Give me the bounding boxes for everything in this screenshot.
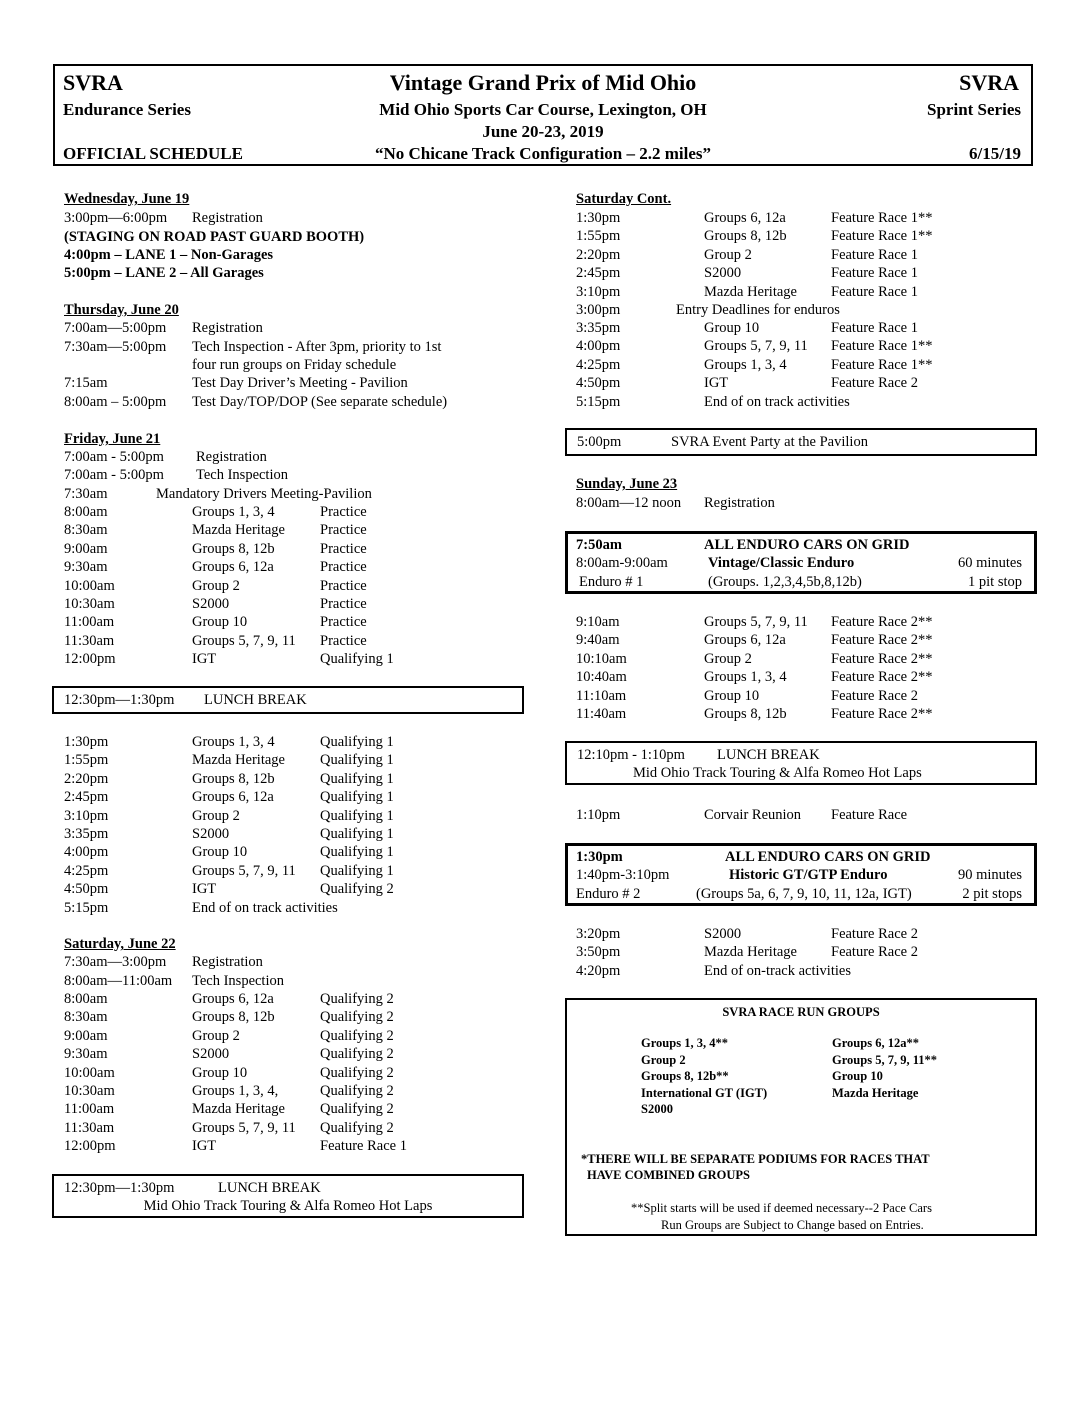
row-event: Qualifying 2 — [320, 881, 394, 898]
enduro-time: 1:40pm-3:10pm — [576, 867, 670, 883]
enduro-duration: 90 minutes — [957, 867, 1022, 883]
row-time: 1:10pm — [576, 807, 621, 823]
row-group: Group 2 — [192, 1027, 240, 1044]
row-group: Group 10 — [192, 1064, 248, 1081]
row-event: Feature Race 2 — [831, 926, 918, 942]
row-time: 2:20pm — [64, 770, 109, 787]
lunch-time: 12:10pm - 1:10pm — [577, 747, 685, 763]
grid-label: ALL ENDURO CARS ON GRID — [704, 537, 910, 553]
row-time: 8:00am — [64, 991, 108, 1007]
row-time: 1:30pm — [576, 210, 621, 226]
row-event: Feature Race 1 — [831, 246, 918, 263]
row-event: Feature Race 2** — [831, 650, 933, 667]
row-event: Qualifying 2 — [320, 1064, 394, 1081]
grid-time: 7:50am — [576, 537, 622, 553]
enduro-time: 8:00am-9:00am — [576, 555, 668, 571]
row-time: 11:10am — [576, 687, 627, 704]
sunday-lunch-box — [565, 741, 1037, 785]
row-time: 3:00pm—6:00pm — [64, 210, 168, 226]
row-group: S2000 — [192, 826, 230, 842]
enduro-name: Historic GT/GTP Enduro — [729, 867, 888, 883]
event-title: Vintage Grand Prix of Mid Ohio — [389, 70, 697, 95]
row-time: 10:40am — [576, 669, 627, 686]
row-group: Groups 8, 12b — [704, 228, 787, 245]
row-event: Qualifying 1 — [320, 752, 394, 769]
row-group: Mazda Heritage — [192, 522, 285, 539]
row-text: Registration — [192, 210, 263, 226]
row-event: Qualifying 2 — [320, 1119, 394, 1136]
row-time: 9:40am — [576, 632, 620, 649]
row-group: IGT — [192, 651, 217, 668]
row-time: 8:00am—12 noon — [576, 495, 682, 511]
row-text: Registration — [192, 320, 263, 336]
row-event: Feature Race 2** — [831, 632, 933, 649]
party-time: 5:00pm — [577, 434, 622, 450]
run-group-item: International GT (IGT) — [641, 1085, 768, 1100]
row-time: 3:20pm — [576, 926, 621, 942]
row-event: Feature Race — [831, 807, 908, 823]
day-heading-friday: Friday, June 21 — [64, 431, 161, 447]
row-time: 9:00am — [64, 1027, 108, 1044]
lunch-label: LUNCH BREAK — [218, 1180, 321, 1196]
row-time: 10:00am — [64, 577, 115, 594]
row-group: IGT — [704, 375, 729, 392]
row-event: Practice — [320, 504, 367, 520]
row-event: Feature Race 2 — [831, 375, 918, 392]
event-party-box — [565, 428, 1037, 456]
row-event: Qualifying 2 — [320, 1083, 394, 1099]
row-event: Qualifying 1 — [320, 862, 394, 879]
left-title: SVRA — [63, 70, 123, 95]
row-group: Groups 6, 12a — [192, 991, 274, 1007]
official-schedule-label: OFFICIAL SCHEDULE — [63, 144, 243, 163]
row-event: Qualifying 2 — [320, 1101, 394, 1118]
row-time: 7:30am—3:00pm — [64, 954, 167, 970]
run-group-item: Mazda Heritage — [832, 1085, 919, 1100]
row-group: Groups 5, 7, 9, 11 — [192, 862, 296, 879]
row-event: Feature Race 2** — [831, 706, 933, 722]
enduro-pit-stops: 1 pit stop — [968, 574, 1022, 590]
row-group: Groups 5, 7, 9, 11 — [192, 1119, 296, 1136]
row-time: 4:25pm — [64, 862, 109, 879]
run-groups-box — [565, 998, 1037, 1236]
lunch-activity: Mid Ohio Track Touring & Alfa Romeo Hot Laps — [143, 1198, 433, 1214]
row-group: Groups 6, 12a — [704, 210, 786, 226]
row-time: 8:30am — [64, 522, 108, 539]
row-group: S2000 — [704, 265, 742, 282]
row-event: Qualifying 1 — [320, 844, 394, 861]
row-time: 8:00am — [64, 504, 108, 520]
row-time: 8:00am – 5:00pm — [64, 394, 167, 410]
row-event: Feature Race 2 — [831, 944, 918, 961]
enduro-groups: (Groups. 1,2,3,4,5b,8,12b) — [708, 574, 862, 590]
friday-lunch-box — [52, 686, 524, 714]
row-event: Qualifying 1 — [320, 826, 394, 842]
row-time: 11:00am — [64, 614, 115, 631]
row-group: Groups 8, 12b — [704, 706, 787, 722]
row-time: 10:30am — [64, 596, 115, 612]
row-group: Groups 8, 12b — [192, 540, 275, 557]
row-group: Mazda Heritage — [704, 283, 797, 300]
enduro-number: Enduro # 2 — [576, 886, 641, 902]
row-group: Groups 5, 7, 9, 11 — [192, 632, 296, 649]
right-subtitle: Sprint Series — [927, 100, 1021, 119]
party-label: SVRA Event Party at the Pavilion — [671, 434, 868, 450]
run-group-item: S2000 — [641, 1102, 673, 1116]
day-heading-wednesday: Wednesday, June 19 — [64, 191, 190, 207]
row-time: 5:15pm — [576, 393, 621, 410]
row-group: Mazda Heritage — [192, 752, 285, 769]
row-event: Qualifying 1 — [320, 789, 394, 806]
row-time: 8:30am — [64, 1009, 108, 1026]
row-group: Groups 1, 3, 4 — [704, 669, 787, 686]
left-subtitle: Endurance Series — [63, 100, 191, 119]
row-text: Registration — [704, 495, 775, 511]
row-time: 2:45pm — [64, 789, 109, 806]
run-groups-change-note: Run Groups are Subject to Change based on Entries. — [661, 1218, 924, 1232]
row-time: 7:30am — [64, 486, 108, 502]
day-heading-saturday: Saturday, June 22 — [64, 936, 176, 952]
lunch-label: LUNCH BREAK — [717, 747, 820, 763]
split-start-note: **Split starts will be used if deemed necessary--2 Pace Cars — [631, 1201, 932, 1215]
row-time: 11:30am — [64, 1119, 115, 1136]
row-event: Practice — [320, 614, 367, 631]
row-time: 4:20pm — [576, 962, 621, 979]
enduro-duration: 60 minutes — [957, 555, 1022, 571]
row-group: End of on track activities — [192, 899, 338, 916]
row-time: 10:00am — [64, 1064, 115, 1081]
revision-date: 6/15/19 — [969, 144, 1021, 163]
row-group: Group 10 — [704, 687, 760, 704]
row-group: Corvair Reunion — [704, 807, 802, 823]
row-group: Group 2 — [192, 807, 240, 824]
row-group: Groups 5, 7, 9, 11 — [704, 614, 808, 630]
schedule-header — [53, 64, 1033, 166]
row-group: Groups 8, 12b — [192, 770, 275, 787]
row-group: S2000 — [192, 1046, 230, 1063]
row-time: 3:35pm — [64, 826, 109, 842]
lunch-time: 12:30pm—1:30pm — [64, 692, 175, 708]
row-time: 1:55pm — [576, 228, 621, 245]
track-config: “No Chicane Track Configuration – 2.2 miles” — [374, 144, 712, 163]
row-group: Group 2 — [704, 246, 752, 263]
row-time: 10:30am — [64, 1083, 115, 1099]
saturday-lunch-box — [52, 1174, 524, 1218]
day-heading-thursday: Thursday, June 20 — [64, 302, 179, 318]
row-group: End of on-track activities — [704, 962, 851, 979]
day-heading-saturday-cont: Saturday Cont. — [576, 191, 672, 207]
row-time: 1:30pm — [64, 734, 109, 750]
row-text: four run groups on Friday schedule — [192, 357, 397, 373]
row-group: S2000 — [704, 926, 742, 942]
row-event: Qualifying 1 — [320, 807, 394, 824]
row-time: 11:30am — [64, 632, 115, 649]
row-text: Registration — [192, 954, 263, 970]
run-group-item: Group 2 — [641, 1052, 686, 1067]
row-group: Group 10 — [192, 844, 248, 861]
lunch-activity: Mid Ohio Track Touring & Alfa Romeo Hot Laps — [633, 765, 922, 781]
enduro-1-box — [565, 531, 1037, 594]
day-heading-sunday: Sunday, June 23 — [576, 476, 678, 492]
lane-2-note: 5:00pm – LANE 2 – All Garages — [64, 265, 264, 281]
row-group: IGT — [192, 1138, 217, 1155]
run-group-item: Groups 8, 12b** — [641, 1069, 729, 1083]
run-group-item: Group 10 — [832, 1069, 883, 1083]
row-group: Groups 8, 12b — [192, 1009, 275, 1026]
row-time: 3:10pm — [576, 283, 621, 300]
row-text: Mandatory Drivers Meeting-Pavilion — [156, 486, 372, 502]
row-time: 8:00am—11:00am — [64, 973, 173, 989]
row-time: 5:15pm — [64, 899, 109, 916]
row-group: Groups 6, 12a — [192, 559, 274, 576]
row-time: 3:50pm — [576, 944, 621, 961]
row-time: 9:10am — [576, 614, 620, 630]
row-time: 4:00pm — [576, 338, 621, 355]
row-event: Qualifying 2 — [320, 991, 394, 1007]
row-time: 7:00am—5:00pm — [64, 320, 167, 336]
row-event: Practice — [320, 559, 367, 576]
row-time: 7:30am—5:00pm — [64, 339, 167, 355]
row-group: Group 10 — [192, 614, 248, 631]
right-title: SVRA — [959, 70, 1019, 95]
row-event: Feature Race 2** — [831, 614, 933, 630]
grid-time: 1:30pm — [576, 849, 623, 865]
row-event: Feature Race 1** — [831, 210, 933, 226]
row-time: 7:00am - 5:00pm — [64, 449, 164, 465]
entry-deadline: Entry Deadlines for enduros — [676, 302, 840, 318]
row-time: 7:15am — [64, 375, 108, 391]
podium-note-cont: HAVE COMBINED GROUPS — [587, 1168, 750, 1182]
row-event: Feature Race 1** — [831, 356, 933, 373]
row-event: Qualifying 1 — [320, 734, 394, 750]
row-event: Feature Race 1** — [831, 228, 933, 245]
row-event: Qualifying 2 — [320, 1009, 394, 1026]
row-time: 11:40am — [576, 706, 627, 722]
row-event: Practice — [320, 632, 367, 649]
row-group: Groups 1, 3, 4 — [192, 504, 275, 520]
podium-note: *THERE WILL BE SEPARATE PODIUMS FOR RACES THAT — [581, 1152, 930, 1166]
row-text: Tech Inspection — [192, 973, 284, 989]
row-text: Tech Inspection - After 3pm, priority to 1st — [192, 339, 442, 355]
row-event: Qualifying 2 — [320, 1046, 394, 1063]
row-time: 2:45pm — [576, 265, 621, 282]
row-event: Qualifying 1 — [320, 770, 394, 787]
lunch-label: LUNCH BREAK — [204, 692, 307, 708]
lane-1-note: 4:00pm – LANE 1 – Non-Garages — [64, 247, 274, 263]
row-group: Groups 1, 3, 4 — [192, 734, 275, 750]
row-event: Feature Race 1** — [831, 338, 933, 355]
row-text: Registration — [196, 449, 267, 465]
row-time: 1:55pm — [64, 752, 109, 769]
row-event: Feature Race 1 — [831, 265, 918, 282]
row-event: Qualifying 2 — [320, 1027, 394, 1044]
event-dates: June 20-23, 2019 — [482, 122, 604, 141]
row-time: 9:30am — [64, 1046, 108, 1063]
row-time: 12:00pm — [64, 1138, 116, 1155]
grid-label: ALL ENDURO CARS ON GRID — [725, 849, 931, 865]
row-group: IGT — [192, 881, 217, 898]
run-group-item: Groups 5, 7, 9, 11** — [832, 1052, 937, 1067]
enduro-name: Vintage/Classic Enduro — [708, 555, 855, 571]
staging-note: (STAGING ON ROAD PAST GUARD BOOTH) — [64, 229, 365, 245]
row-time: 4:00pm — [64, 844, 109, 861]
row-time: 9:30am — [64, 559, 108, 576]
row-group: Groups 1, 3, 4, — [192, 1083, 279, 1099]
row-group: Mazda Heritage — [192, 1101, 285, 1118]
row-time: 4:25pm — [576, 356, 621, 373]
row-group: Groups 5, 7, 9, 11 — [704, 338, 808, 355]
enduro-2-box — [565, 843, 1037, 906]
row-group: End of on track activities — [704, 393, 850, 410]
row-event: Feature Race 1 — [831, 283, 918, 300]
venue: Mid Ohio Sports Car Course, Lexington, OH — [379, 100, 707, 119]
run-group-item: Groups 1, 3, 4** — [641, 1036, 728, 1050]
row-text: Test Day/TOP/DOP (See separate schedule) — [192, 394, 448, 410]
row-group: Mazda Heritage — [704, 944, 797, 961]
row-time: 2:20pm — [576, 246, 621, 263]
row-group: S2000 — [192, 596, 230, 612]
row-event: Feature Race 2 — [831, 687, 918, 704]
row-time: 7:00am - 5:00pm — [64, 467, 164, 483]
row-group: Groups 6, 12a — [192, 789, 274, 806]
lunch-time: 12:30pm—1:30pm — [64, 1180, 175, 1196]
enduro-number: Enduro # 1 — [579, 574, 644, 590]
row-event: Practice — [320, 522, 367, 539]
enduro-groups: (Groups 5a, 6, 7, 9, 10, 11, 12a, IGT) — [696, 886, 912, 902]
row-time: 3:00pm — [576, 302, 621, 318]
row-time: 4:50pm — [64, 881, 109, 898]
row-text: Tech Inspection — [196, 467, 288, 483]
row-time: 11:00am — [64, 1101, 115, 1118]
row-group: Groups 1, 3, 4 — [704, 356, 787, 373]
row-event: Feature Race 1 — [320, 1138, 407, 1155]
run-groups-title: SVRA RACE RUN GROUPS — [722, 1005, 880, 1019]
row-event: Practice — [320, 596, 367, 612]
row-event: Practice — [320, 540, 367, 557]
row-time: 12:00pm — [64, 651, 116, 668]
row-time: 3:10pm — [64, 807, 109, 824]
row-event: Practice — [320, 577, 367, 594]
enduro-pit-stops: 2 pit stops — [962, 886, 1022, 902]
row-time: 9:00am — [64, 540, 108, 557]
row-time: 3:35pm — [576, 320, 621, 336]
row-event: Qualifying 1 — [320, 651, 394, 668]
row-event: Feature Race 1 — [831, 320, 918, 336]
row-text: Test Day Driver’s Meeting - Pavilion — [192, 375, 408, 391]
run-group-item: Groups 6, 12a** — [832, 1036, 919, 1050]
row-group: Group 2 — [704, 650, 752, 667]
row-group: Group 2 — [192, 577, 240, 594]
row-time: 4:50pm — [576, 375, 621, 392]
row-group: Groups 6, 12a — [704, 632, 786, 649]
row-event: Feature Race 2** — [831, 669, 933, 686]
row-group: Group 10 — [704, 320, 760, 336]
row-time: 10:10am — [576, 650, 627, 667]
